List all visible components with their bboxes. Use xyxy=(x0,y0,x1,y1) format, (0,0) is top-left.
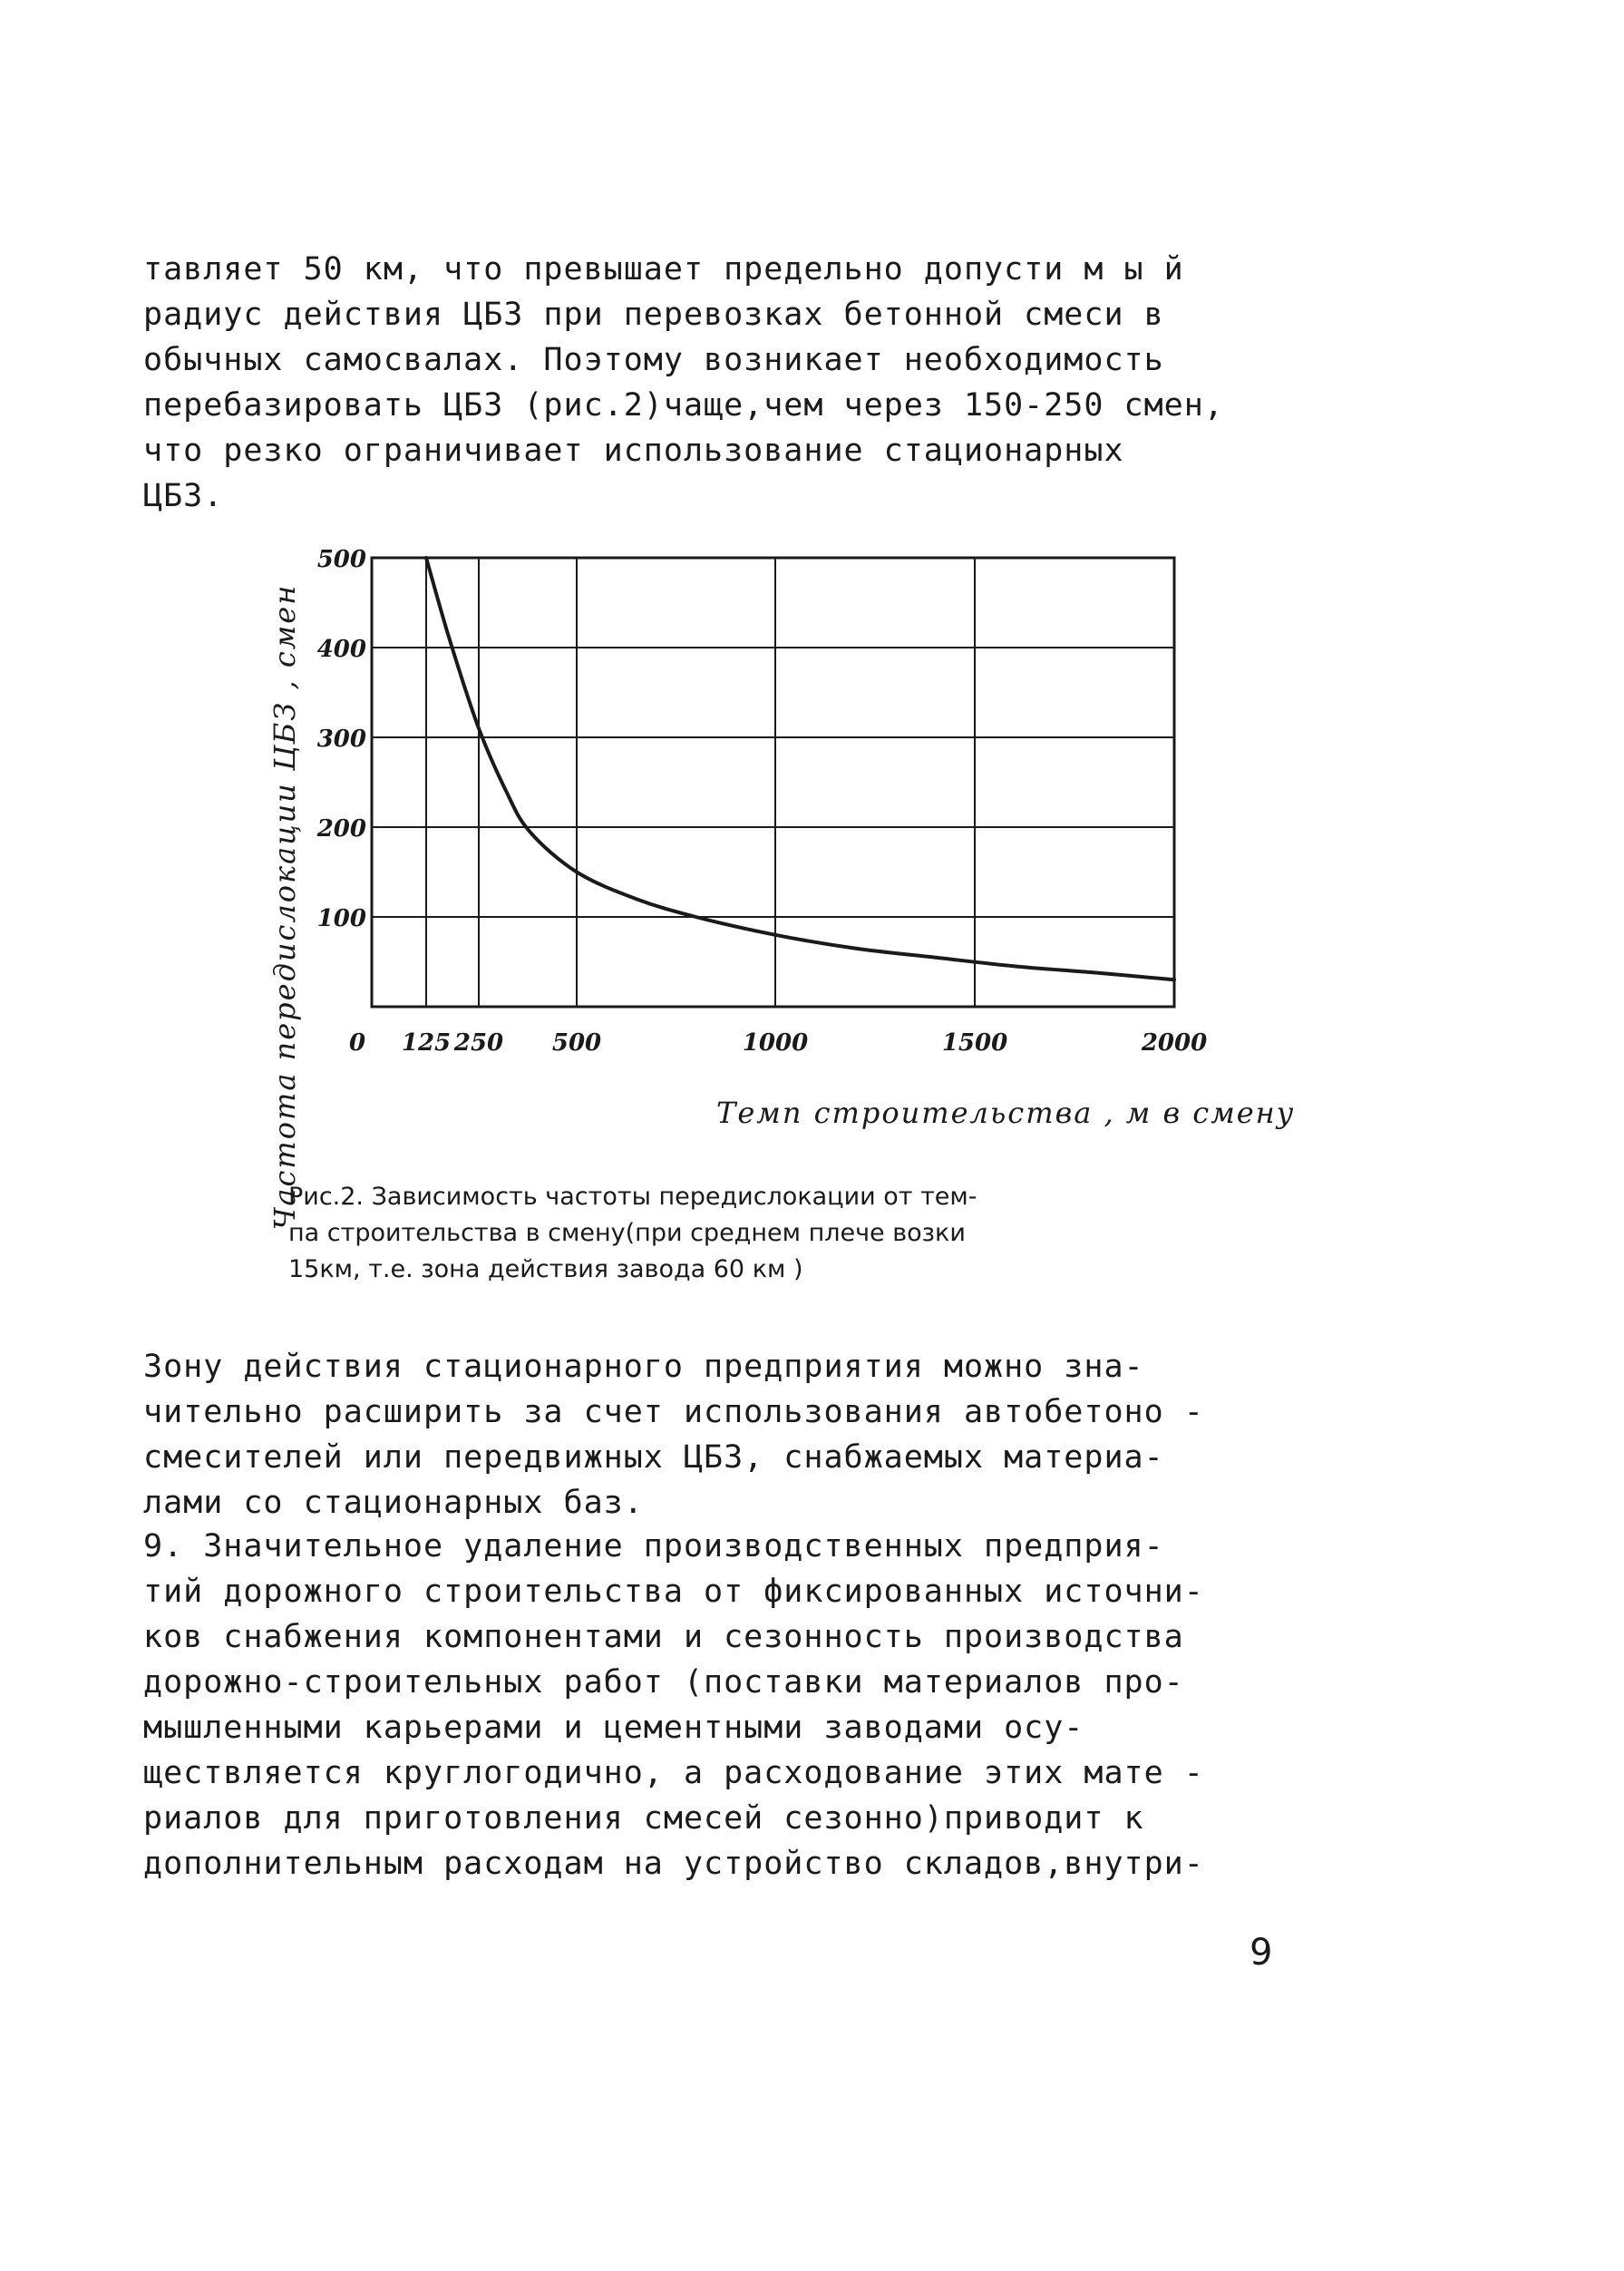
y-tick-label: 200 xyxy=(316,815,366,843)
text-line: тий дорожного строительства от фиксированных источни- xyxy=(143,1574,1204,1610)
text-line: радиус действия ЦБЗ при перевозках бетонной смеси в xyxy=(143,297,1164,333)
text-line: обычных самосвалах. Поэтому возникает необходимость xyxy=(143,342,1164,378)
text-line: ществляется круглогодично, а расходование этих мате - xyxy=(143,1755,1204,1791)
text-line: тавляет 50 км, что превышает предельно допусти м ы й xyxy=(143,251,1184,288)
text-line: перебазировать ЦБЗ (рис.2)чаще,чем через 150-250 смен, xyxy=(143,387,1224,424)
y-tick-labels xyxy=(316,546,366,932)
caption-line: Рис.2. Зависимость частоты передислокации от тем- xyxy=(288,1183,977,1211)
text-line: 9. Значительное удаление производственных предприя- xyxy=(143,1528,1164,1564)
text-line: лами со стационарных баз. xyxy=(143,1485,644,1521)
page-number: 9 xyxy=(1250,1932,1273,1974)
text-line: ков снабжения компонентами и сезонность производства xyxy=(143,1619,1184,1655)
y-tick-label: 300 xyxy=(316,726,366,753)
plot-frame xyxy=(372,558,1174,1007)
text-line: мышленными карьерами и цементными заводами осу- xyxy=(143,1710,1084,1746)
text-line: ЦБЗ. xyxy=(143,478,224,514)
y-tick-label: 100 xyxy=(316,905,366,932)
y-tick-label: 400 xyxy=(316,636,366,663)
x-tick-label: 1500 xyxy=(941,1029,1008,1057)
x-tick-label: 2000 xyxy=(1141,1029,1208,1057)
text-line: что резко ограничивает использование стационарных xyxy=(143,433,1124,469)
caption-line: па строительства в смену(при среднем плече возки xyxy=(288,1219,966,1247)
grid xyxy=(372,558,1174,1007)
text-line: смесителей или передвижных ЦБЗ, снабжаемых материа- xyxy=(143,1439,1164,1476)
paragraph-3 xyxy=(143,1524,1313,1886)
x-tick-label: 0 xyxy=(349,1029,366,1057)
text-line: дополнительным расходам на устройство складов,внутри- xyxy=(143,1846,1204,1882)
caption-line: 15км, т.е. зона действия завода 60 км ) xyxy=(288,1255,803,1283)
x-tick-label: 1000 xyxy=(742,1029,809,1057)
text-line: Зону действия стационарного предприятия можно зна- xyxy=(143,1349,1144,1385)
x-tick-labels xyxy=(349,1029,1207,1057)
y-tick-label: 500 xyxy=(316,546,366,573)
x-tick-label: 250 xyxy=(453,1029,504,1057)
text-line: риалов для приготовления смесей сезонно)приводит к xyxy=(143,1800,1144,1837)
text-line: чительно расширить за счет использования автобетоно - xyxy=(143,1394,1204,1430)
x-axis-label: Темп строительства , м в смену xyxy=(716,1096,1296,1130)
text-line: дорожно-строительных работ (поставки материалов про- xyxy=(143,1664,1184,1701)
figure-caption xyxy=(288,1179,1195,1288)
y-axis-label: Частота передислокации ЦБЗ , смен xyxy=(267,583,302,1231)
paragraph-2 xyxy=(143,1344,1313,1525)
x-tick-label: 500 xyxy=(551,1029,602,1057)
x-tick-label: 125 xyxy=(401,1029,452,1057)
paragraph-1 xyxy=(143,247,1313,519)
